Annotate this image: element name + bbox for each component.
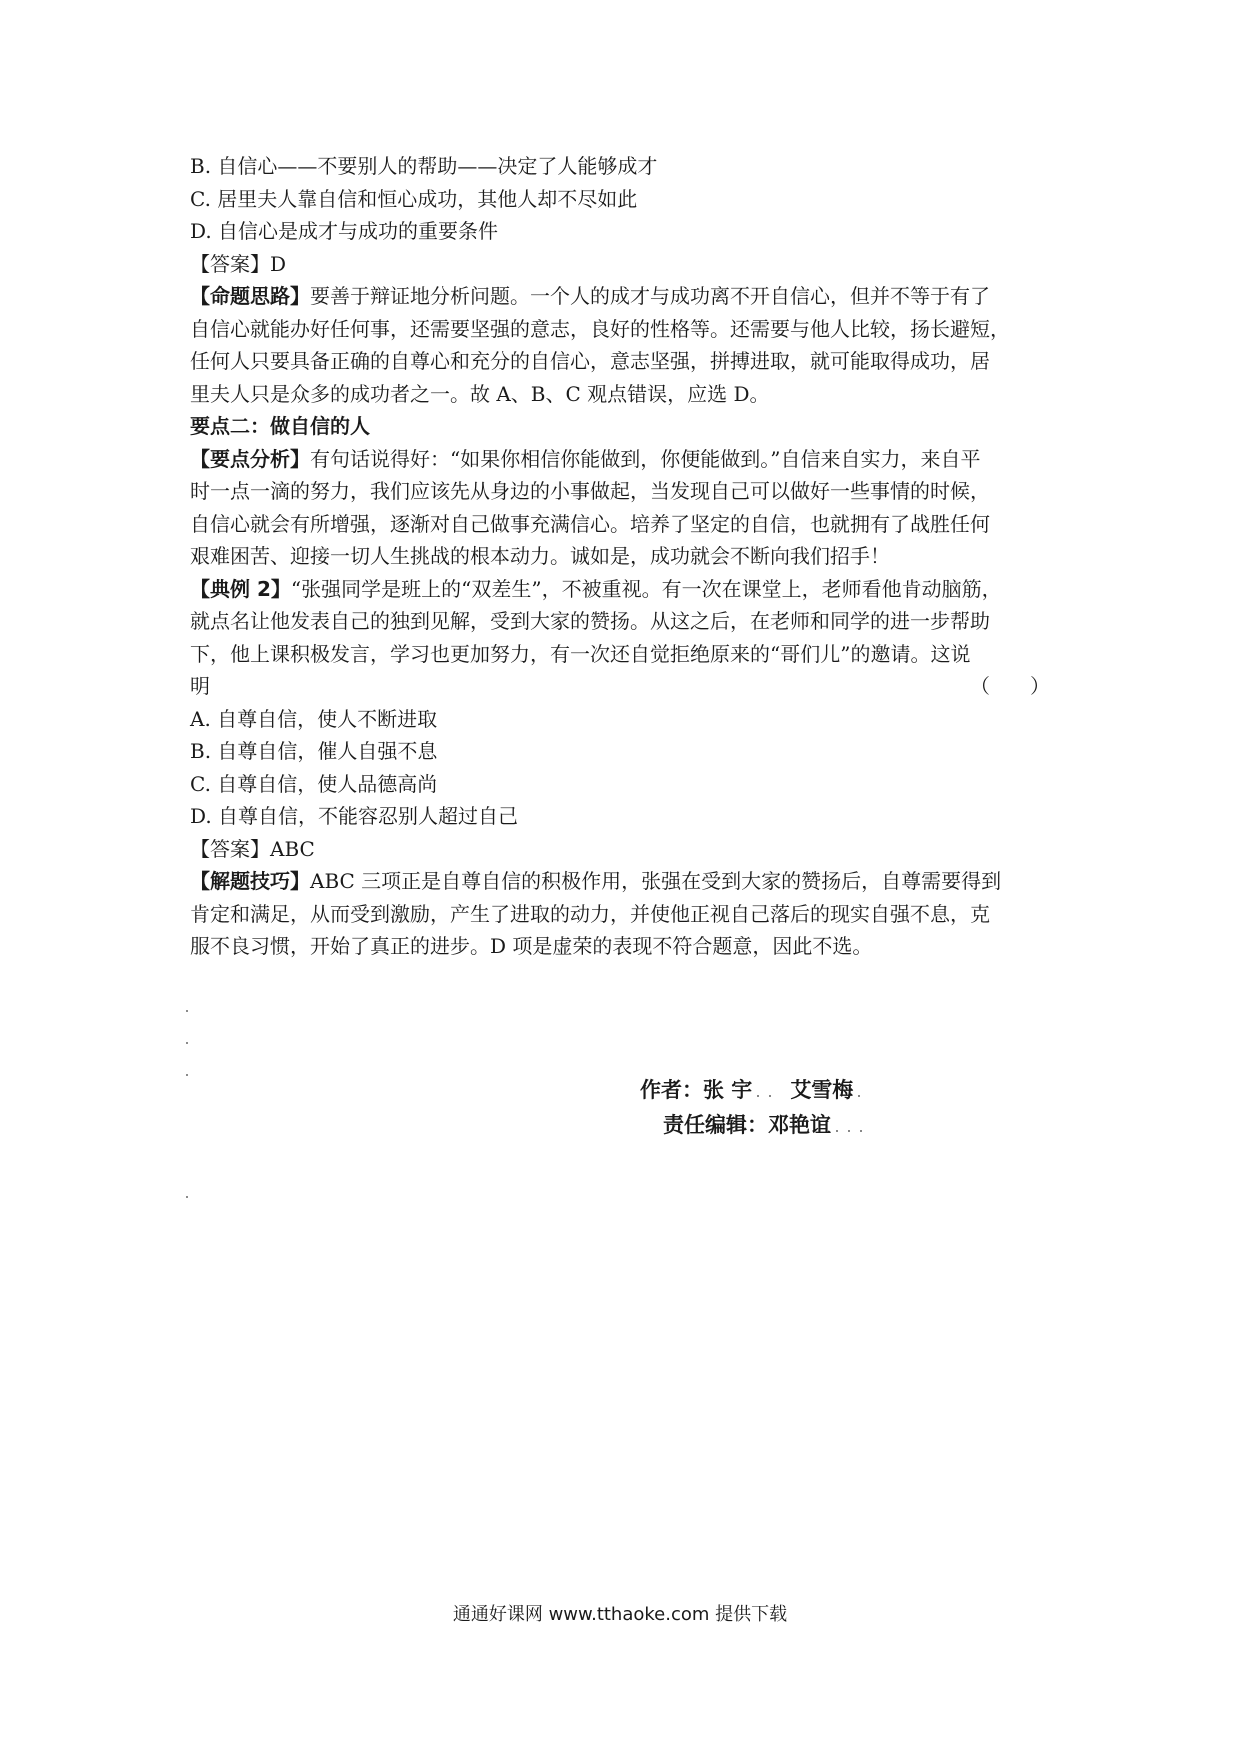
section-2-title: 要点二：做自信的人 [190,414,370,438]
reasoning-line: 要善于辩证地分析问题。一个人的成才与成功离不开自信心，但并不等于有了 [310,284,990,308]
solution-paragraph [190,865,1058,963]
footer-download-note: 通通好课网 www.tthaoke.com 提供下载 [452,1604,788,1625]
example-2 [190,573,1058,833]
reasoning-line: 任何人只要具备正确的自尊心和充分的自信心，意志坚强，拼搏进取，就可能取得成功，居 [190,349,990,373]
reasoning-paragraph [190,280,1058,410]
scan-dot [860,1130,862,1132]
scan-dot [769,1095,771,1097]
answer-2: 【答案】ABC [190,836,315,861]
example-2-line: 明 [190,674,210,698]
reasoning-line: 自信心就能办好任何事，还需要坚强的意志，良好的性格等。还需要与他人比较，扬长避短， [190,316,1010,341]
option-c-prev: C. 居里夫人靠自信和恒心成功，其他人却不尽如此 [190,186,638,211]
scan-dot [757,1095,759,1097]
scan-dot [836,1130,838,1132]
example-2-line: “张强同学是班上的“双差生”，不被重视。有一次在课堂上，老师看他肯动脑筋， [290,576,1002,601]
option-d: D. 自尊自信，不能容忍别人超过自己 [190,804,519,828]
analysis-label: 【要点分析】 [190,446,310,471]
option-d-prev: D. 自信心是成才与成功的重要条件 [190,219,499,243]
option-a: A. 自尊自信，使人不断进取 [190,706,438,731]
author-name: 张 宇 [703,1078,753,1102]
document-body [190,150,1058,963]
solution-label: 【解题技巧】 [190,869,310,893]
option-c: C. 自尊自信，使人品德高尚 [190,771,438,796]
scan-dot [186,1196,188,1198]
solution-line: 服不良习惯，开始了真正的进步。D 项是虚荣的表现不符合题意，因此不选。 [190,934,873,958]
solution-line: ABC 三项正是自尊自信的积极作用，张强在受到大家的赞扬后，自尊需要得到 [310,869,1002,893]
author-label: 作者： [640,1078,703,1102]
scan-dot [186,1042,188,1044]
scan-dot [186,1010,188,1012]
analysis-line: 有句话说得好：“如果你相信你能做到，你便能做到。”自信来自实力，来自平 [310,446,981,471]
scan-dot [848,1130,850,1132]
answer-bracket: （ ） [970,674,1050,698]
editor-label: 责任编辑： [663,1113,768,1137]
option-b-prev: B. 自信心——不要别人的帮助——决定了人能够成才 [190,154,658,178]
reasoning-line: 里夫人只是众多的成功者之一。故 A、B、C 观点错误，应选 D。 [190,381,770,406]
answer-1: 【答案】D [190,251,287,276]
reasoning-label: 【命题思路】 [190,284,310,308]
example-2-line: 下，他上课积极发言，学习也更加努力，有一次还自觉拒绝原来的“哥们儿”的邀请。这说 [190,641,971,666]
editor-line [663,1109,867,1139]
analysis-line: 时一点一滴的努力，我们应该先从身边的小事做起，当发现自己可以做好一些事情的时候， [190,479,990,503]
option-b: B. 自尊自信，催人自强不息 [190,739,438,763]
example-2-label: 【典例 2】 [190,576,291,601]
author-line [640,1074,865,1104]
analysis-line: 自信心就会有所增强，逐渐对自己做事充满信心。培养了坚定的自信，也就拥有了战胜任何 [190,511,990,536]
example-2-line: 就点名让他发表自己的独到见解，受到大家的赞扬。从这之后，在老师和同学的进一步帮助 [190,609,990,633]
scan-dot [858,1095,860,1097]
editor-name: 邓艳谊 [768,1113,831,1137]
scan-dot [186,1074,188,1076]
analysis-paragraph [190,443,1058,573]
author-name: 艾雪梅 [790,1078,854,1102]
analysis-line: 艰难困苦、迎接一切人生挑战的根本动力。诚如是，成功就会不断向我们招手！ [190,544,890,568]
solution-line: 肯定和满足，从而受到激励，产生了进取的动力，并使他正视自己落后的现实自强不息，克 [190,901,990,926]
